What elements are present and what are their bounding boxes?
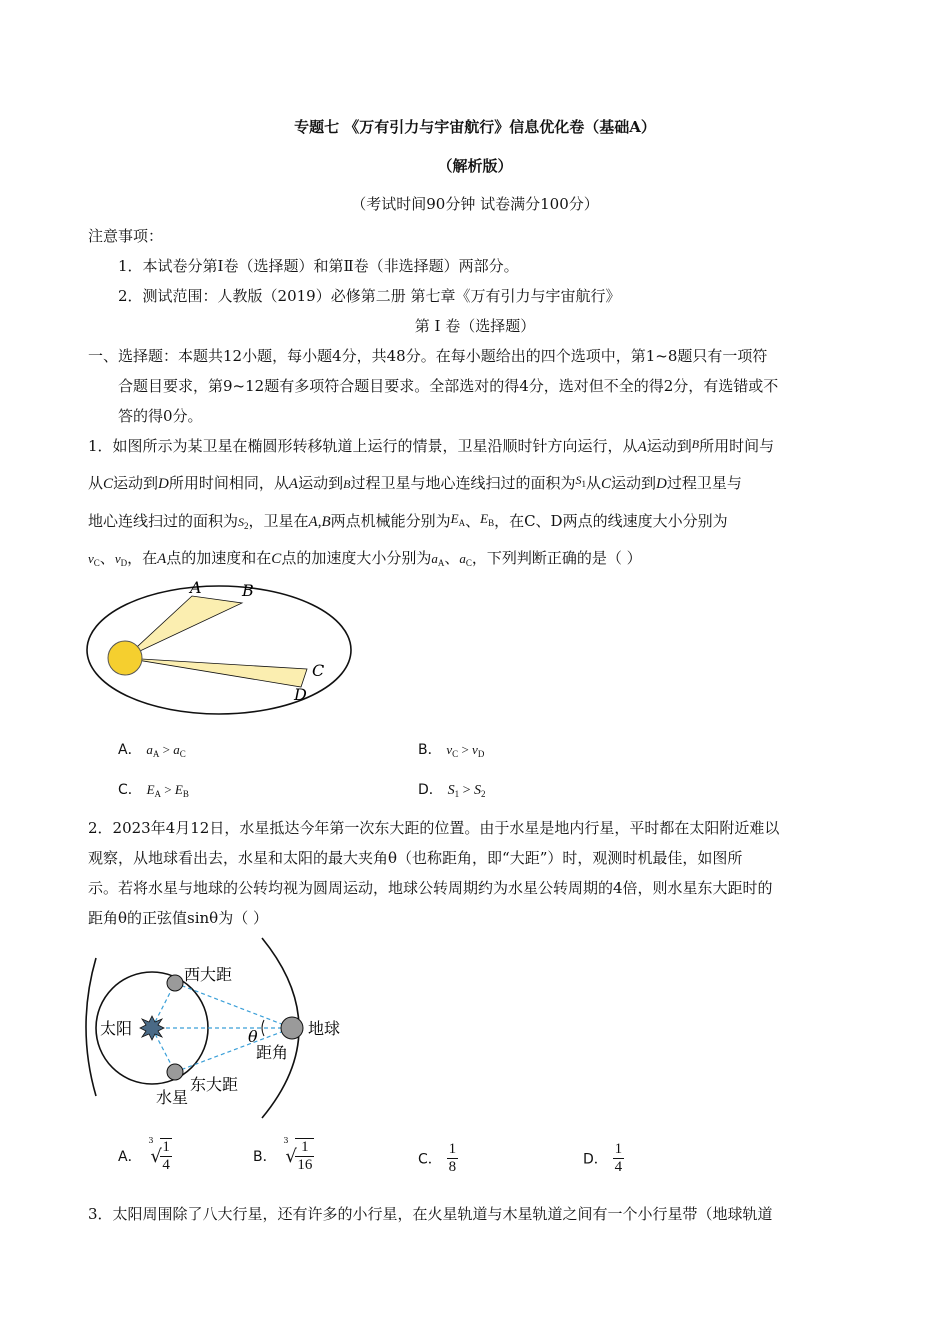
sector-cd xyxy=(125,658,307,687)
q1-var-a: A xyxy=(637,439,647,455)
label-theta: θ xyxy=(248,1027,258,1046)
section-instructions-2: 合题目要求，第9~12题有多项符合题目要求。全部选对的得4分，选对但不全的得2分，有选错或不 xyxy=(118,377,779,395)
q1-text: 从 xyxy=(88,474,104,492)
q2-option-b[interactable]: B． 3 √ $\frac{1}{16}$ xyxy=(253,1136,313,1173)
mercury-west xyxy=(167,975,183,991)
q1-text: ，下列判断正确的是（ ） xyxy=(471,549,642,567)
q2-line-1: 2．2023年4月12日，水星抵达今年第一次东大距的位置。由于水星是地内行星，平时都在太阳附近难以 xyxy=(88,819,780,837)
label-sun: 太阳 xyxy=(100,1019,133,1038)
q2-line-2: 观察，从地球看出去，水星和太阳的最大夹角θ（也称距角，即“大距”）时，观测时机最佳，如图所 xyxy=(88,849,743,867)
angle-arc xyxy=(262,1020,264,1036)
q1-var-ea: $E_A$ xyxy=(450,511,466,528)
q1-text: 过程卫星与 xyxy=(666,474,742,492)
q1-var-a: A xyxy=(157,551,167,567)
q1-var-b: B xyxy=(343,477,351,491)
q1-line-1 xyxy=(88,435,774,456)
label-angle: 距角 xyxy=(256,1043,289,1062)
q2-line-3: 示。若将水星与地球的公转均视为圆周运动，地球公转周期约为水星公转周期的4倍，则水星东大距时的 xyxy=(88,879,773,897)
q1-option-d[interactable]: D． $S_1 > S_2$ xyxy=(418,782,486,799)
q1-var-ac: $a_C$ xyxy=(459,551,472,568)
q1-text: 两点机械能分别为 xyxy=(330,512,451,530)
q1-text: 所用时间与 xyxy=(699,437,775,455)
q1-text: 运动到 xyxy=(113,474,159,492)
exam-info: （考试时间90分钟 试卷满分100分） xyxy=(351,195,599,213)
q1-line-3 xyxy=(88,510,728,531)
label-a: A xyxy=(190,578,202,597)
section-instructions-3: 答的得0分。 xyxy=(118,407,203,425)
q1-option-c[interactable]: C． $E_A > E_B$ xyxy=(118,782,189,799)
q1-text: 、 xyxy=(465,512,481,530)
q1-var-vc: $v_C$ xyxy=(88,551,100,568)
section-title: 第 Ⅰ 卷（选择题） xyxy=(414,317,536,335)
q1-text: 运动到 xyxy=(646,437,692,455)
notes-item-2: 2．测试范围：人教版（2019）必修第二册 第七章《万有引力与宇宙航行》 xyxy=(118,287,621,305)
q1-var-d: D xyxy=(656,476,667,492)
q1-var-s1: S1 xyxy=(575,473,586,489)
q1-var-eb: $E_B$ xyxy=(480,511,495,528)
q1-text: 运动到 xyxy=(298,474,344,492)
q1-var-b: B xyxy=(691,437,700,451)
q1-line-4 xyxy=(88,547,642,568)
q1-text: 过程卫星与地心连线扫过的面积为 xyxy=(350,474,576,492)
earth-planet xyxy=(108,641,142,675)
sector-ab xyxy=(125,596,242,658)
q1-text: ，卫星在 xyxy=(248,512,309,530)
q2-option-a[interactable]: A． 3 √ $\frac{1}{4}$ xyxy=(118,1136,170,1173)
q1-option-a[interactable]: A． $a_A > a_C$ xyxy=(118,742,186,759)
q1-var-a: A xyxy=(288,476,299,492)
q1-var-c: C xyxy=(600,476,611,492)
q1-text: 1．如图所示为某卫星在椭圆形转移轨道上运行的情景，卫星沿顺时针方向运行，从 xyxy=(88,437,638,455)
section-instructions-1: 一、选择题：本题共12小题，每小题4分，共48分。在每小题给出的四个选项中，第1~8题只有一项符 xyxy=(88,347,768,365)
q1-var-s2: $S_2$ xyxy=(238,515,249,531)
q2-option-c[interactable]: C． $\frac{1}{8}$ xyxy=(418,1141,457,1175)
q1-var-vd: $v_D$ xyxy=(114,551,128,568)
label-mercury: 水星 xyxy=(156,1088,189,1107)
q2-option-d[interactable]: D． $\frac{1}{4}$ xyxy=(583,1141,623,1175)
q1-var-c: C xyxy=(103,476,114,492)
q1-text: 地心连线扫过的面积为 xyxy=(88,512,239,530)
sun-icon xyxy=(140,1016,164,1040)
mercury-east xyxy=(167,1064,183,1080)
label-d: D xyxy=(294,685,307,704)
label-b: B xyxy=(242,581,254,600)
q1-text: 点的加速度大小分别为 xyxy=(281,549,432,567)
q1-orbit-diagram xyxy=(80,572,360,722)
q1-option-b[interactable]: B． $v_C > v_D$ xyxy=(418,742,485,759)
earth-orbit-arc-left xyxy=(86,958,96,1096)
notes-item-1: 1．本试卷分第Ⅰ卷（选择题）和第Ⅱ卷（非选择题）两部分。 xyxy=(118,257,519,275)
q1-var-ab: A,B xyxy=(308,514,331,530)
q2-elongation-diagram xyxy=(80,932,370,1122)
label-earth: 地球 xyxy=(308,1019,341,1038)
q1-text: 、 xyxy=(444,549,460,567)
q1-text: ，在C、D两点的线速度大小分别为 xyxy=(494,512,728,530)
notes-heading: 注意事项： xyxy=(88,227,164,245)
page-subtitle: （解析版） xyxy=(437,157,513,175)
q2-line-4: 距角θ的正弦值sinθ为（ ） xyxy=(88,909,268,927)
q1-line-2 xyxy=(88,472,742,493)
label-east: 东大距 xyxy=(190,1075,239,1094)
west-sightline xyxy=(175,983,292,1028)
q1-text: ，在 xyxy=(127,549,158,567)
q1-var-c: C xyxy=(271,551,282,567)
q1-text: 从 xyxy=(585,474,601,492)
earth-icon xyxy=(281,1017,303,1039)
page-title: 专题七 《万有引力与宇宙航行》信息优化卷（基础A） xyxy=(294,118,656,136)
q1-var-d: D xyxy=(158,476,169,492)
q1-text: 、 xyxy=(99,549,115,567)
q1-var-aa: $a_A$ xyxy=(431,551,445,568)
q1-text: 点的加速度和在 xyxy=(166,549,272,567)
q3-line-1: 3．太阳周围除了八大行星，还有许多的小行星，在火星轨道与木星轨道之间有一个小行星带（地球轨道 xyxy=(88,1205,773,1223)
label-c: C xyxy=(312,661,325,680)
q1-text: 运动到 xyxy=(610,474,656,492)
q1-text: 所用时间相同，从 xyxy=(168,474,289,492)
label-west: 西大距 xyxy=(184,965,233,984)
